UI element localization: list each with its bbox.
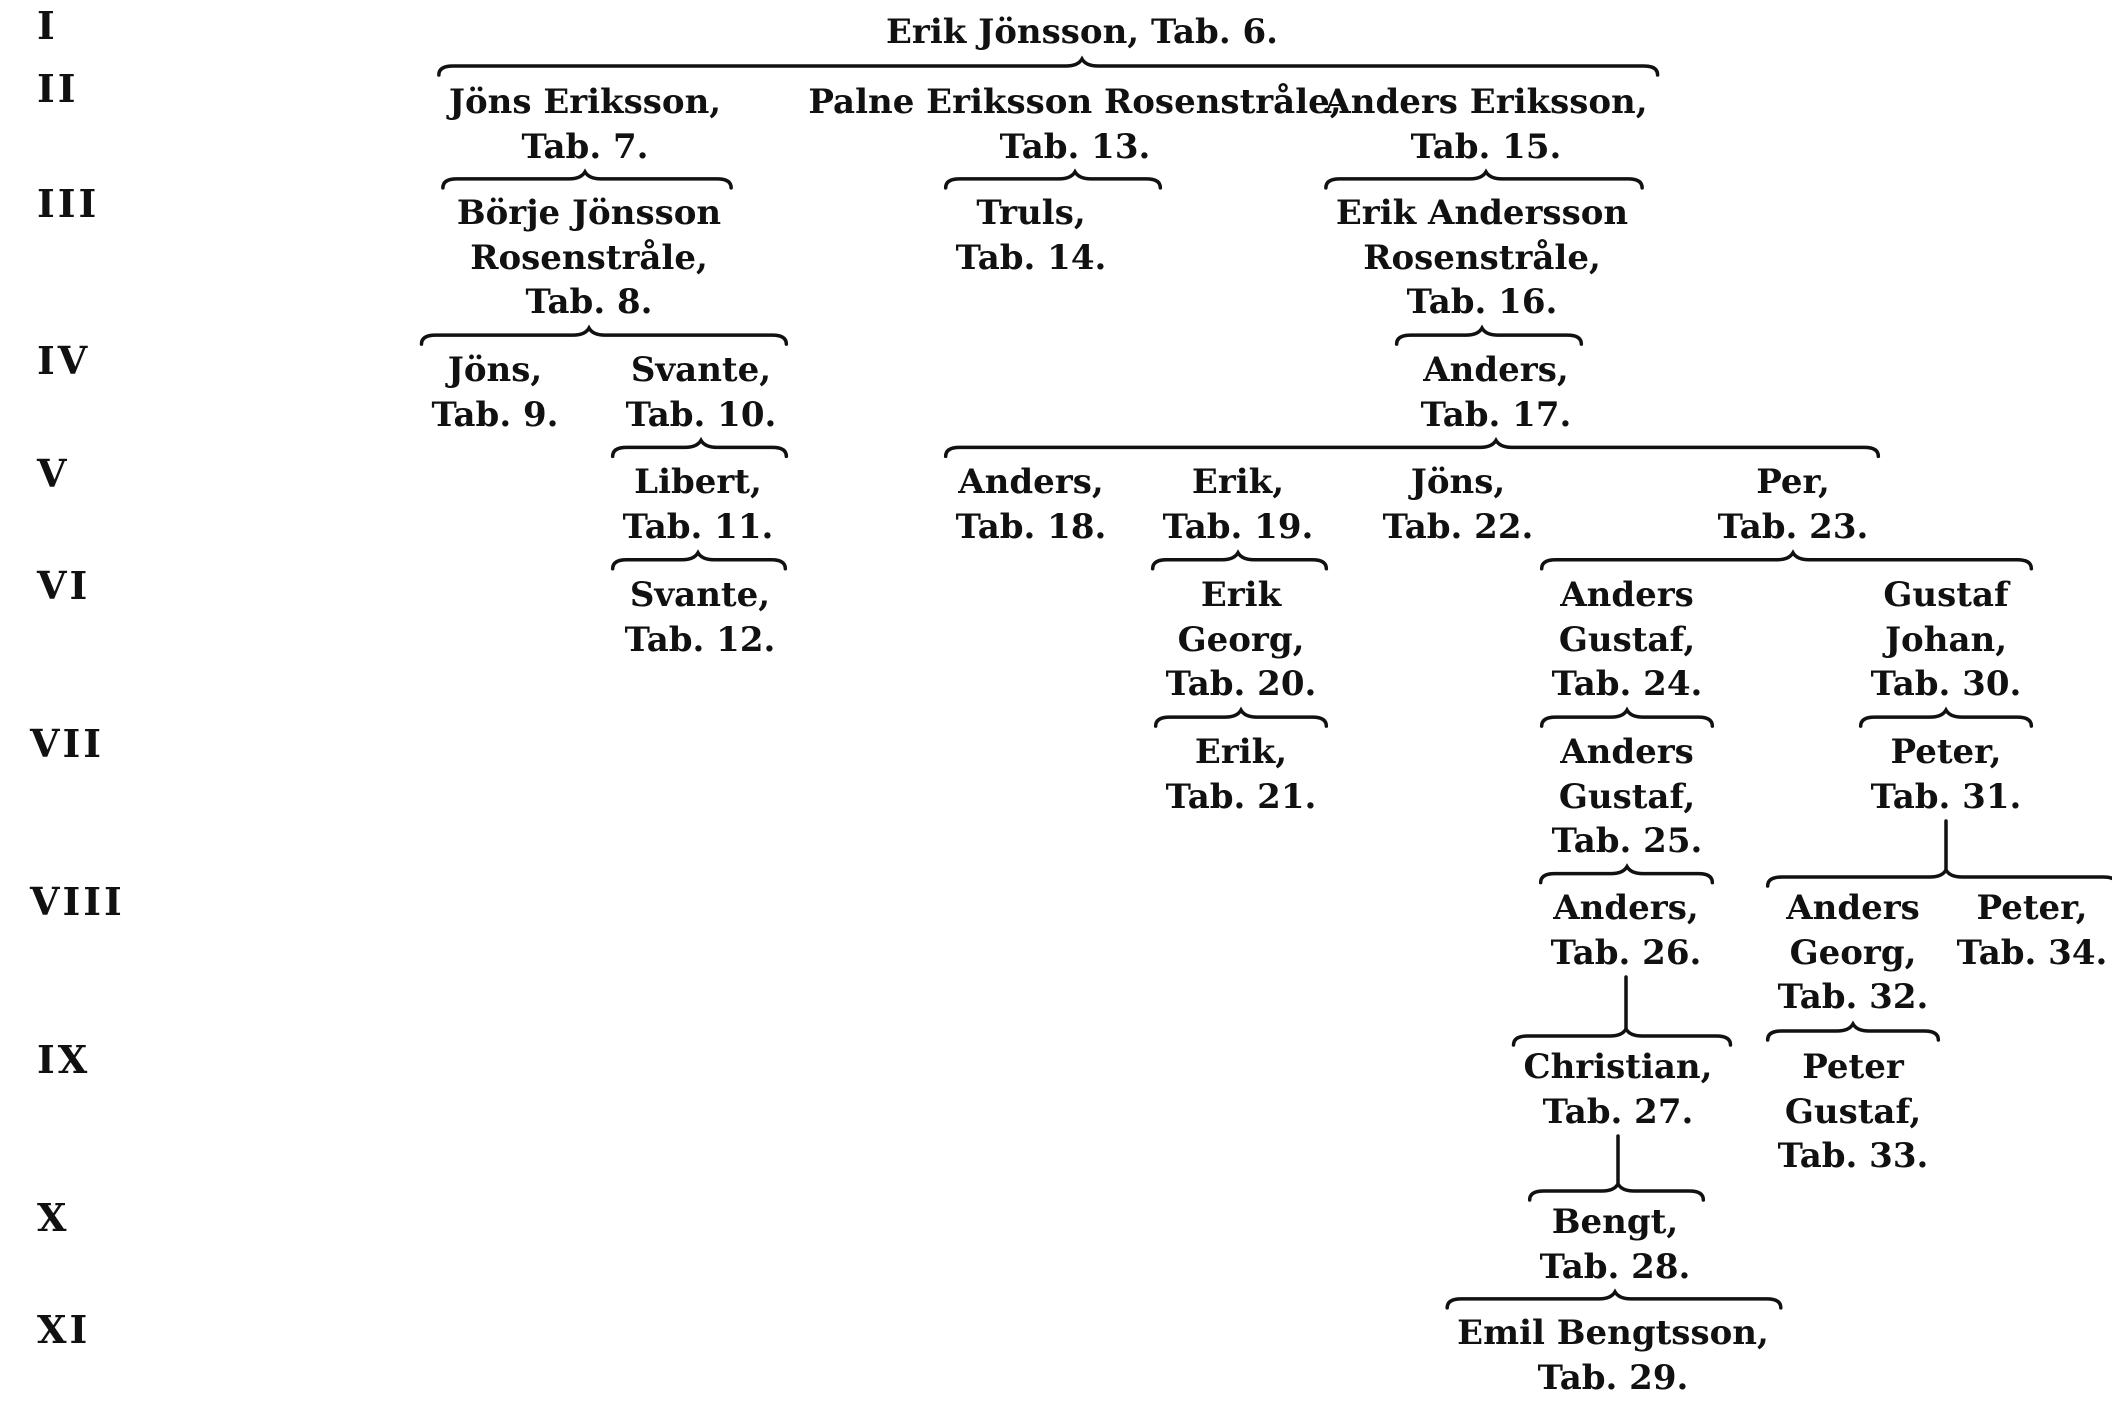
person-name: Bengt, (1551, 1202, 1679, 1242)
person-name: Börje Jönsson (456, 193, 722, 233)
person-p30 (1871, 573, 2022, 707)
bracket-p31 (1768, 870, 2112, 886)
bracket-p27 (1530, 1184, 1704, 1200)
person-p25 (1552, 730, 1703, 864)
table-reference: Tab. 32. (1777, 977, 1929, 1017)
person-name: Anders (1786, 888, 1920, 928)
person-name: Johan, (1884, 619, 2008, 660)
table-reference: Tab. 30. (1870, 664, 2022, 704)
table-reference: Tab. 13. (999, 126, 1151, 167)
generation-label: VI (37, 563, 91, 608)
table-reference: Tab. 25. (1551, 821, 1703, 861)
person-p16 (1336, 191, 1628, 325)
person-p33 (1778, 1045, 1929, 1179)
table-reference: Tab. 14. (955, 237, 1107, 278)
person-p6 (886, 10, 1278, 55)
generation-label: II (37, 66, 79, 111)
person-p9 (431, 348, 558, 437)
generation-label: X (37, 1195, 70, 1240)
person-p12 (625, 573, 776, 662)
person-name: Emil Bengtsson, (1457, 1313, 1769, 1353)
person-name: Jöns Eriksson, (448, 82, 722, 122)
table-reference: Tab. 19. (1162, 506, 1314, 547)
person-name: Erik (1200, 575, 1282, 615)
person-name: Gustaf, (1558, 776, 1696, 817)
table-reference: Tab. 11. (622, 506, 774, 547)
person-name: Peter, (1890, 732, 2002, 772)
bracket-p25 (1541, 867, 1713, 883)
person-name: Per, (1756, 462, 1830, 502)
bracket-p6 (439, 59, 1658, 75)
table-reference: Tab. 9. (431, 394, 559, 435)
person-name: Truls, (976, 193, 1086, 233)
person-name: Erik, (1194, 732, 1288, 772)
generation-label: I (37, 3, 58, 48)
table-reference: Tab. 8. (525, 282, 653, 322)
person-p29 (1457, 1311, 1769, 1400)
person-p15 (1324, 80, 1647, 169)
person-name: Jöns, (447, 350, 543, 390)
bracket-p26 (1514, 1029, 1731, 1045)
table-reference: Tab. 22. (1382, 506, 1534, 547)
person-name: Anders, (1423, 350, 1569, 390)
person-name: Palne Eriksson Rosenstråle, (808, 82, 1342, 122)
table-reference: Tab. 26. (1550, 932, 1702, 973)
person-p34 (1957, 886, 2108, 975)
bracket-p10 (613, 440, 787, 456)
person-p22 (1383, 460, 1534, 549)
person-p11 (623, 460, 774, 549)
person-name: Georg, (1177, 619, 1305, 660)
person-p31 (1871, 730, 2022, 819)
person-p14 (956, 191, 1107, 280)
table-reference: Tab. 16. (1406, 282, 1558, 322)
table-reference: Tab. 34. (1956, 932, 2108, 973)
person-p10 (626, 348, 777, 437)
person-name: Erik Jönsson, Tab. 6. (886, 12, 1278, 52)
person-name: Rosenstråle, (470, 237, 708, 278)
table-reference: Tab. 15. (1410, 126, 1562, 167)
bracket-p28 (1447, 1292, 1781, 1308)
bracket-p32 (1768, 1024, 1939, 1040)
person-name: Anders, (1553, 888, 1699, 928)
person-p32 (1778, 886, 1929, 1020)
person-p24 (1552, 573, 1703, 707)
person-name: Gustaf, (1558, 619, 1696, 660)
generation-label: VII (30, 721, 105, 766)
bracket-p24 (1542, 710, 1713, 726)
table-reference: Tab. 12. (624, 619, 776, 660)
person-p13 (808, 80, 1341, 169)
table-reference: Tab. 21. (1165, 776, 1317, 817)
table-reference: Tab. 20. (1165, 664, 1317, 704)
person-name: Erik, (1191, 462, 1285, 502)
table-reference: Tab. 23. (1717, 506, 1869, 547)
person-name: Libert, (634, 462, 762, 502)
person-p27 (1524, 1045, 1713, 1134)
person-name: Peter (1802, 1047, 1904, 1087)
bracket-p11 (613, 553, 786, 569)
bracket-p16 (1397, 328, 1582, 344)
person-p18 (956, 460, 1107, 549)
person-name: Erik Andersson (1335, 193, 1629, 233)
person-name: Georg, (1789, 932, 1917, 973)
person-p7 (449, 80, 721, 169)
person-name: Jöns, (1410, 462, 1506, 502)
person-p20 (1166, 573, 1317, 707)
person-name: Svante, (629, 575, 771, 615)
person-p23 (1718, 460, 1869, 549)
table-reference: Tab. 24. (1551, 664, 1703, 704)
table-reference: Tab. 10. (625, 394, 777, 435)
bracket-p19 (1153, 553, 1327, 569)
person-name: Peter, (1976, 888, 2088, 928)
table-reference: Tab. 31. (1870, 776, 2022, 817)
bracket-p20 (1156, 710, 1327, 726)
table-reference: Tab. 27. (1542, 1091, 1694, 1132)
bracket-p23 (1542, 553, 2032, 569)
table-reference: Tab. 28. (1539, 1246, 1691, 1287)
generation-label: III (37, 181, 100, 226)
bracket-p7 (443, 172, 731, 188)
person-name: Anders, (958, 462, 1104, 502)
generation-label: IV (37, 338, 91, 383)
person-name: Anders (1560, 732, 1694, 772)
table-reference: Tab. 33. (1777, 1136, 1929, 1176)
person-name: Rosenstråle, (1363, 237, 1601, 278)
table-reference: Tab. 17. (1420, 394, 1572, 435)
generation-label: VIII (30, 879, 125, 924)
generation-label: V (37, 451, 70, 496)
table-reference: Tab. 7. (521, 126, 649, 167)
person-p8 (457, 191, 721, 325)
person-name: Gustaf (1883, 575, 2009, 615)
bracket-p13 (946, 172, 1161, 188)
bracket-p30 (1861, 710, 2032, 726)
table-reference: Tab. 18. (955, 506, 1107, 547)
generation-label: XI (37, 1307, 91, 1352)
person-p21 (1166, 730, 1317, 819)
person-name: Gustaf, (1784, 1091, 1922, 1132)
bracket-p15 (1326, 172, 1642, 188)
person-name: Anders (1560, 575, 1694, 615)
person-name: Anders Eriksson, (1324, 82, 1648, 122)
person-name: Christian, (1523, 1047, 1713, 1087)
person-p28 (1540, 1200, 1691, 1289)
person-p19 (1163, 460, 1314, 549)
person-p17 (1421, 348, 1572, 437)
person-name: Svante, (630, 350, 772, 390)
table-reference: Tab. 29. (1537, 1357, 1689, 1398)
bracket-p8 (421, 328, 786, 344)
person-p26 (1551, 886, 1702, 975)
bracket-p17 (946, 440, 1879, 456)
generation-label: IX (37, 1037, 91, 1082)
